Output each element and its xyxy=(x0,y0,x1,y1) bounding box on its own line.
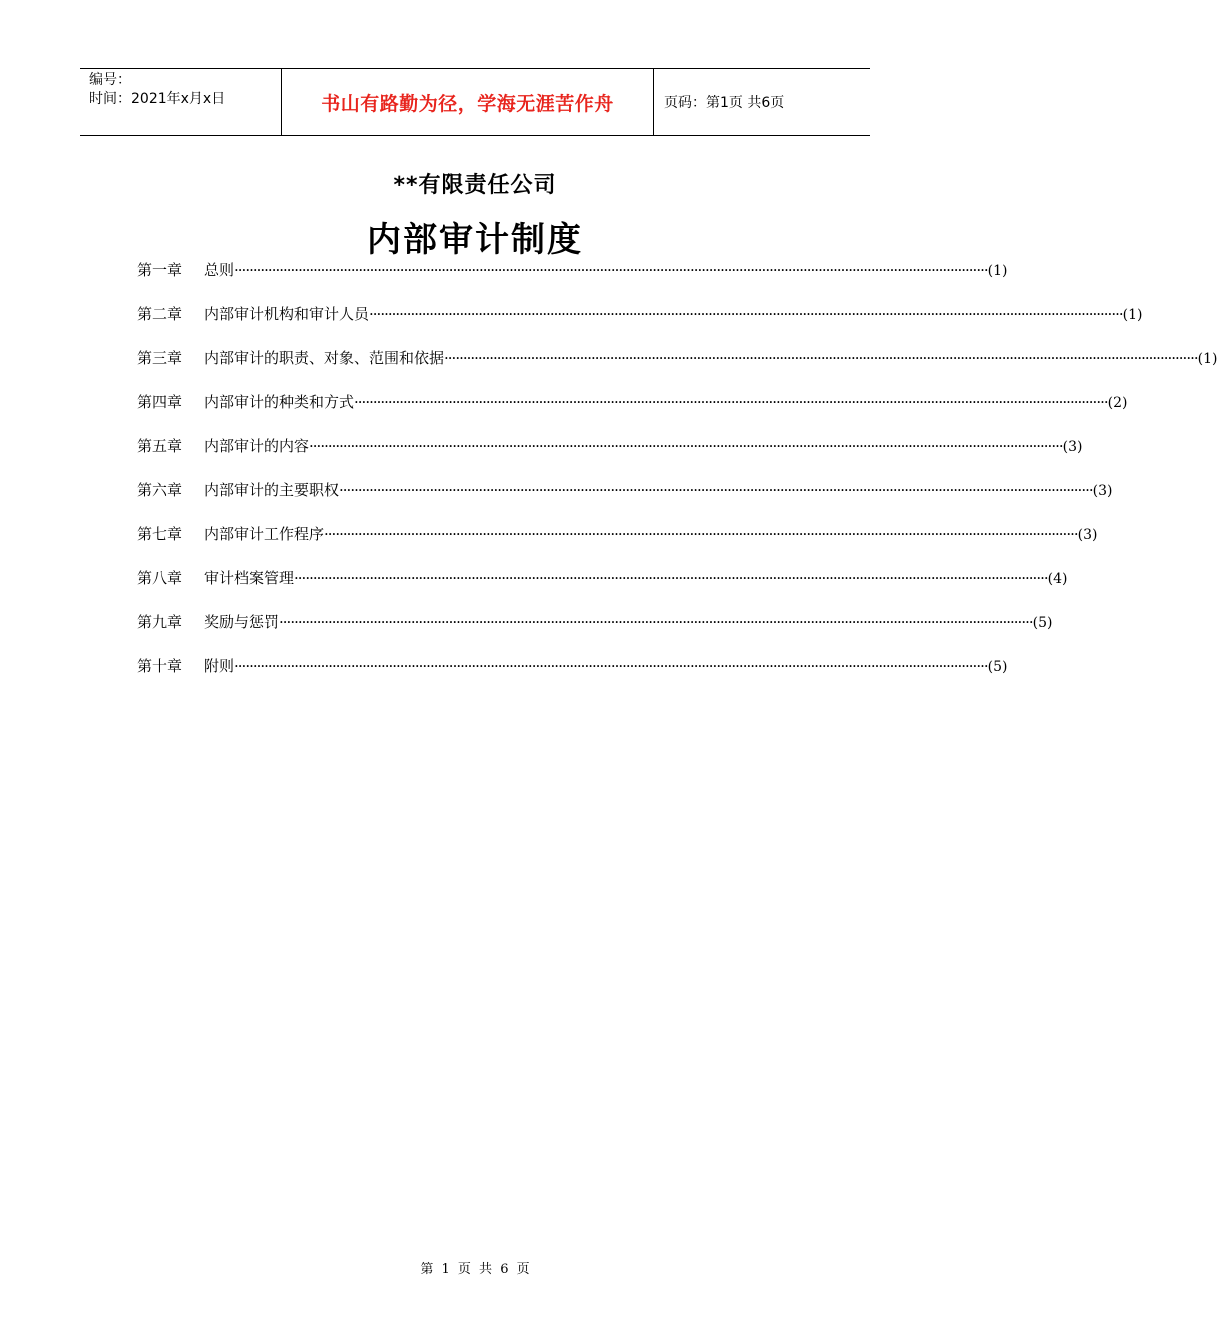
toc-page-number: (3) xyxy=(1092,483,1113,499)
toc-leader-dots: ········································································································································································································ xyxy=(354,393,1108,411)
toc-chapter-number: 第五章 xyxy=(137,437,183,455)
toc-chapter-title: 内部审计机构和审计人员 xyxy=(204,305,370,323)
toc-entry[interactable] xyxy=(137,654,1008,698)
toc-entry[interactable] xyxy=(137,610,1053,654)
motto-cell xyxy=(281,69,654,135)
toc-leader-dots: ········································································································································································································ xyxy=(234,261,988,279)
toc-chapter-number: 第一章 xyxy=(137,261,183,279)
date-label: 时间：2021年x月x日 xyxy=(89,91,226,107)
toc-leader-dots: ········································································································································································································ xyxy=(309,437,1063,455)
toc-entry[interactable] xyxy=(137,478,1113,522)
toc-leader-dots: ········································································································································································································ xyxy=(234,657,988,675)
toc-chapter-number: 第十章 xyxy=(137,657,183,675)
toc-chapter-title: 附则 xyxy=(204,657,235,675)
toc-page-number: (1) xyxy=(987,263,1008,279)
toc-page-number: (1) xyxy=(1122,307,1143,323)
company-name: **有限责任公司 xyxy=(393,173,557,198)
toc-page-number: (3) xyxy=(1077,527,1098,543)
toc-entry[interactable] xyxy=(137,302,1143,346)
page-info-cell xyxy=(654,69,870,135)
toc-chapter-title: 总则 xyxy=(204,261,235,279)
toc-chapter-title: 审计档案管理 xyxy=(204,569,295,587)
toc-leader-dots: ········································································································································································································ xyxy=(324,525,1078,543)
toc-chapter-number: 第七章 xyxy=(137,525,183,543)
page-footer: 第 1 页 共 6 页 xyxy=(420,1262,530,1277)
header-meta-cell xyxy=(80,69,281,135)
toc-entry[interactable] xyxy=(137,390,1128,434)
toc-page-number: (5) xyxy=(987,659,1008,675)
toc-page-number: (4) xyxy=(1047,571,1068,587)
toc-page-number: (5) xyxy=(1032,615,1053,631)
toc-chapter-number: 第八章 xyxy=(137,569,183,587)
toc-chapter-number: 第三章 xyxy=(137,349,183,367)
toc-page-number: (3) xyxy=(1062,439,1083,455)
toc-page-number: (2) xyxy=(1107,395,1128,411)
toc-entry[interactable] xyxy=(137,258,1008,302)
toc-chapter-title: 内部审计的职责、对象、范围和依据 xyxy=(204,349,445,367)
toc-chapter-number: 第九章 xyxy=(137,613,183,631)
toc-leader-dots: ········································································································································································································ xyxy=(369,305,1123,323)
toc-entry[interactable] xyxy=(137,434,1083,478)
toc-chapter-number: 第二章 xyxy=(137,305,183,323)
toc-chapter-title: 内部审计的主要职权 xyxy=(204,481,340,499)
toc-leader-dots: ········································································································································································································ xyxy=(294,569,1048,587)
toc-chapter-title: 内部审计的种类和方式 xyxy=(204,393,355,411)
table-of-contents xyxy=(137,258,1217,698)
toc-entry[interactable] xyxy=(137,566,1068,610)
toc-chapter-title: 内部审计的内容 xyxy=(204,437,310,455)
toc-leader-dots: ········································································································································································································ xyxy=(279,613,1033,631)
toc-entry[interactable] xyxy=(137,522,1098,566)
header-table xyxy=(80,68,870,136)
page-info-text: 页码：第1页 共6页 xyxy=(664,95,785,111)
motto-text: 书山有路勤为径，学海无涯苦作舟 xyxy=(321,92,614,115)
toc-leader-dots: ········································································································································································································ xyxy=(339,481,1093,499)
toc-page-number: (1) xyxy=(1197,351,1217,367)
toc-chapter-title: 内部审计工作程序 xyxy=(204,525,325,543)
toc-chapter-number: 第六章 xyxy=(137,481,183,499)
toc-leader-dots: ········································································································································································································ xyxy=(444,349,1198,367)
toc-entry[interactable] xyxy=(137,346,1217,390)
number-label: 编号： xyxy=(89,72,131,88)
toc-chapter-number: 第四章 xyxy=(137,393,183,411)
toc-chapter-title: 奖励与惩罚 xyxy=(204,613,280,631)
document-title: 内部审计制度 xyxy=(367,220,583,260)
